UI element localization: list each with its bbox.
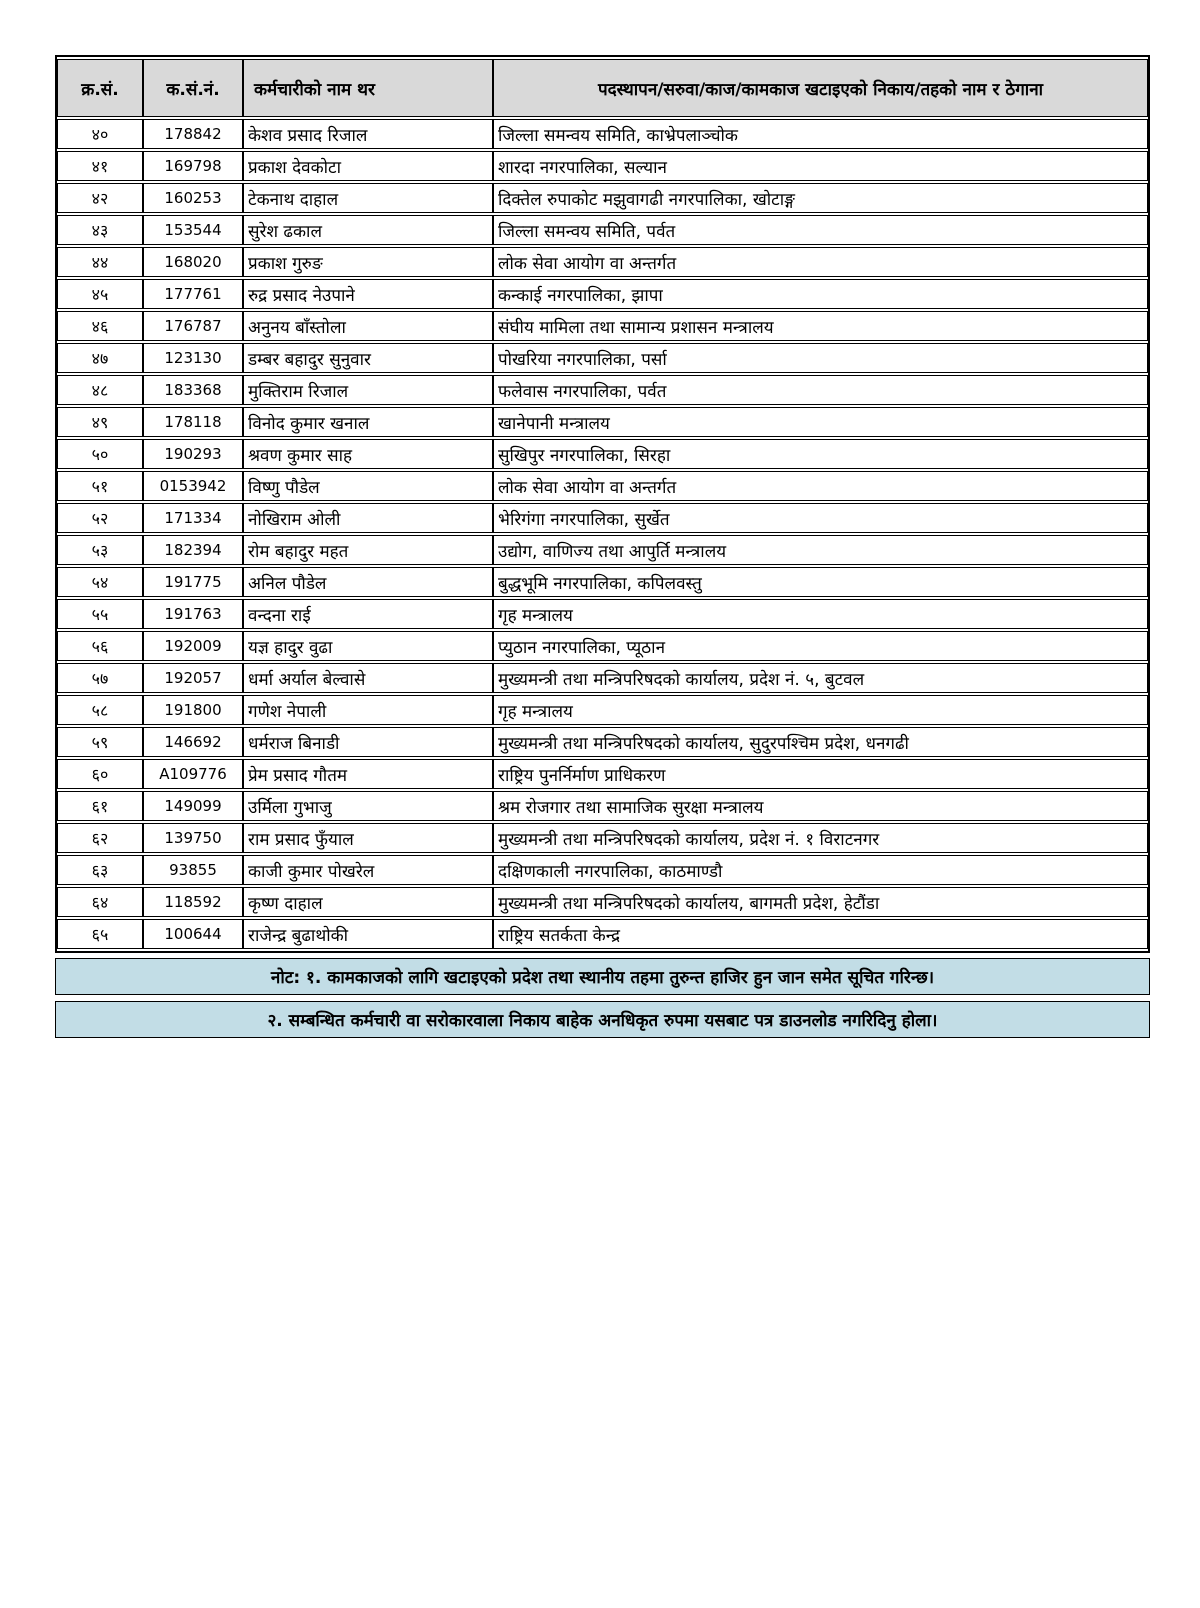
table-row [57, 759, 1148, 789]
cell-serial-number: ४३ [57, 215, 143, 245]
cell-employee-number: 93855 [143, 855, 243, 885]
cell-office-name: जिल्ला समन्वय समिति, काभ्रेपलाञ्चोक [493, 119, 1148, 149]
cell-employee-number: 149099 [143, 791, 243, 821]
cell-serial-number: ५६ [57, 631, 143, 661]
table-row [57, 439, 1148, 469]
cell-office-name: खानेपानी मन्त्रालय [493, 407, 1148, 437]
cell-serial-number: ५३ [57, 535, 143, 565]
table-row [57, 215, 1148, 245]
cell-employee-number: 171334 [143, 503, 243, 533]
table-row [57, 567, 1148, 597]
cell-employee-name: विष्णु पौडेल [243, 471, 493, 501]
cell-employee-name: श्रवण कुमार साह [243, 439, 493, 469]
cell-office-name: लोक सेवा आयोग वा अन्तर्गत [493, 471, 1148, 501]
cell-employee-name: मुक्तिराम रिजाल [243, 375, 493, 405]
table-row [57, 311, 1148, 341]
cell-employee-name: राम प्रसाद फुँयाल [243, 823, 493, 853]
cell-serial-number: ५८ [57, 695, 143, 725]
cell-office-name: मुख्यमन्त्री तथा मन्त्रिपरिषदको कार्यालय, बागमती प्रदेश, हेटौंडा [493, 887, 1148, 917]
cell-office-name: मुख्यमन्त्री तथा मन्त्रिपरिषदको कार्यालय, प्रदेश नं. ५, बुटवल [493, 663, 1148, 693]
table-row [57, 343, 1148, 373]
cell-employee-name: धर्मराज बिनाडी [243, 727, 493, 757]
cell-serial-number: ५१ [57, 471, 143, 501]
cell-serial-number: ५५ [57, 599, 143, 629]
cell-employee-number: 123130 [143, 343, 243, 373]
cell-serial-number: ४८ [57, 375, 143, 405]
cell-office-name: संघीय मामिला तथा सामान्य प्रशासन मन्त्रालय [493, 311, 1148, 341]
cell-office-name: मुख्यमन्त्री तथा मन्त्रिपरिषदको कार्यालय, सुदुरपश्चिम प्रदेश, धनगढी [493, 727, 1148, 757]
cell-employee-name: टेकनाथ दाहाल [243, 183, 493, 213]
cell-employee-name: गणेश नेपाली [243, 695, 493, 725]
cell-employee-name: यज्ञ हादुर वुढा [243, 631, 493, 661]
cell-serial-number: ४० [57, 119, 143, 149]
cell-office-name: भेरिगंगा नगरपालिका, सुर्खेत [493, 503, 1148, 533]
header-office-name: पदस्थापन/सरुवा/काज/कामकाज खटाइएको निकाय/तहको नाम र ठेगाना [493, 59, 1148, 117]
cell-employee-number: 169798 [143, 151, 243, 181]
cell-office-name: सुखिपुर नगरपालिका, सिरहा [493, 439, 1148, 469]
employee-roster-table [55, 55, 1150, 953]
cell-employee-number: A109776 [143, 759, 243, 789]
cell-serial-number: ५९ [57, 727, 143, 757]
cell-serial-number: ५७ [57, 663, 143, 693]
cell-office-name: फलेवास नगरपालिका, पर्वत [493, 375, 1148, 405]
cell-serial-number: ६१ [57, 791, 143, 821]
cell-employee-number: 182394 [143, 535, 243, 565]
cell-office-name: दक्षिणकाली नगरपालिका, काठमाण्डौ [493, 855, 1148, 885]
cell-office-name: कन्काई नगरपालिका, झापा [493, 279, 1148, 309]
cell-employee-number: 178118 [143, 407, 243, 437]
cell-office-name: राष्ट्रिय सतर्कता केन्द्र [493, 919, 1148, 949]
cell-office-name: बुद्धभूमि नगरपालिका, कपिलवस्तु [493, 567, 1148, 597]
cell-serial-number: ४१ [57, 151, 143, 181]
cell-employee-number: 191775 [143, 567, 243, 597]
table-row [57, 247, 1148, 277]
cell-employee-name: डम्बर बहादुर सुनुवार [243, 343, 493, 373]
cell-employee-name: नोखिराम ओली [243, 503, 493, 533]
cell-employee-number: 146692 [143, 727, 243, 757]
header-serial-number: क्र.सं. [57, 59, 143, 117]
header-employee-number: क.सं.नं. [143, 59, 243, 117]
table-row [57, 407, 1148, 437]
table-row [57, 503, 1148, 533]
cell-office-name: जिल्ला समन्वय समिति, पर्वत [493, 215, 1148, 245]
cell-employee-name: प्रेम प्रसाद गौतम [243, 759, 493, 789]
cell-employee-name: केशव प्रसाद रिजाल [243, 119, 493, 149]
cell-serial-number: ४४ [57, 247, 143, 277]
document-page [0, 55, 1200, 1608]
cell-office-name: शारदा नगरपालिका, सल्यान [493, 151, 1148, 181]
cell-employee-name: रोम बहादुर महत [243, 535, 493, 565]
cell-office-name: प्युठान नगरपालिका, प्यूठान [493, 631, 1148, 661]
cell-serial-number: ४२ [57, 183, 143, 213]
cell-employee-number: 177761 [143, 279, 243, 309]
cell-employee-name: रुद्र प्रसाद नेउपाने [243, 279, 493, 309]
table-row [57, 855, 1148, 885]
cell-office-name: गृह मन्त्रालय [493, 599, 1148, 629]
cell-employee-number: 0153942 [143, 471, 243, 501]
cell-employee-name: कृष्ण दाहाल [243, 887, 493, 917]
cell-employee-number: 192057 [143, 663, 243, 693]
table-row [57, 375, 1148, 405]
table-row [57, 535, 1148, 565]
table-row [57, 471, 1148, 501]
table-header-row [57, 59, 1148, 117]
cell-employee-name: प्रकाश गुरुङ [243, 247, 493, 277]
cell-employee-name: सुरेश ढकाल [243, 215, 493, 245]
cell-employee-number: 192009 [143, 631, 243, 661]
table-body [57, 119, 1148, 949]
cell-office-name: उद्योग, वाणिज्य तथा आपुर्ति मन्त्रालय [493, 535, 1148, 565]
cell-office-name: श्रम रोजगार तथा सामाजिक सुरक्षा मन्त्रालय [493, 791, 1148, 821]
cell-serial-number: ५४ [57, 567, 143, 597]
cell-employee-number: 183368 [143, 375, 243, 405]
table-row [57, 695, 1148, 725]
cell-employee-number: 191800 [143, 695, 243, 725]
table-row [57, 279, 1148, 309]
cell-employee-name: धर्मा अर्याल बेल्वासे [243, 663, 493, 693]
cell-serial-number: ६२ [57, 823, 143, 853]
cell-employee-number: 118592 [143, 887, 243, 917]
cell-office-name: पोखरिया नगरपालिका, पर्सा [493, 343, 1148, 373]
cell-employee-number: 190293 [143, 439, 243, 469]
cell-office-name: लोक सेवा आयोग वा अन्तर्गत [493, 247, 1148, 277]
table-row [57, 791, 1148, 821]
cell-office-name: राष्ट्रिय पुनर्निर्माण प्राधिकरण [493, 759, 1148, 789]
cell-employee-name: प्रकाश देवकोटा [243, 151, 493, 181]
note-1: नोट: १. कामकाजको लागि खटाइएको प्रदेश तथा स्थानीय तहमा तुरुन्त हाजिर हुन जान समेत सूचित गरिन्छ। [55, 958, 1150, 995]
table-row [57, 919, 1148, 949]
cell-employee-name: अनुनय बाँस्तोला [243, 311, 493, 341]
cell-employee-number: 178842 [143, 119, 243, 149]
cell-employee-number: 191763 [143, 599, 243, 629]
cell-office-name: मुख्यमन्त्री तथा मन्त्रिपरिषदको कार्यालय, प्रदेश नं. १ विराटनगर [493, 823, 1148, 853]
cell-serial-number: ६३ [57, 855, 143, 885]
cell-office-name: गृह मन्त्रालय [493, 695, 1148, 725]
table-row [57, 183, 1148, 213]
cell-serial-number: ६० [57, 759, 143, 789]
table-row [57, 823, 1148, 853]
cell-serial-number: ४५ [57, 279, 143, 309]
note-2: २. सम्बन्धित कर्मचारी वा सरोकारवाला निकाय बाहेक अनधिकृत रुपमा यसबाट पत्र डाउनलोड नगरिदिनु होला। [55, 1001, 1150, 1038]
cell-employee-number: 139750 [143, 823, 243, 853]
cell-serial-number: ४९ [57, 407, 143, 437]
table-row [57, 119, 1148, 149]
cell-employee-name: राजेन्द्र बुढाथोकी [243, 919, 493, 949]
table-row [57, 631, 1148, 661]
table-row [57, 887, 1148, 917]
cell-employee-number: 160253 [143, 183, 243, 213]
cell-employee-name: उर्मिला गुभाजु [243, 791, 493, 821]
cell-employee-number: 100644 [143, 919, 243, 949]
header-employee-name: कर्मचारीको नाम थर [243, 59, 493, 117]
table-row [57, 151, 1148, 181]
cell-employee-number: 153544 [143, 215, 243, 245]
cell-employee-name: अनिल पौडेल [243, 567, 493, 597]
cell-employee-number: 176787 [143, 311, 243, 341]
cell-serial-number: ५० [57, 439, 143, 469]
cell-serial-number: ४६ [57, 311, 143, 341]
cell-employee-name: काजी कुमार पोखरेल [243, 855, 493, 885]
cell-serial-number: ५२ [57, 503, 143, 533]
cell-serial-number: ४७ [57, 343, 143, 373]
table-row [57, 663, 1148, 693]
cell-employee-number: 168020 [143, 247, 243, 277]
table-row [57, 727, 1148, 757]
cell-serial-number: ६४ [57, 887, 143, 917]
cell-employee-name: विनोद कुमार खनाल [243, 407, 493, 437]
cell-office-name: दिक्तेल रुपाकोट मझुवागढी नगरपालिका, खोटाङ्ग [493, 183, 1148, 213]
cell-employee-name: वन्दना राई [243, 599, 493, 629]
cell-serial-number: ६५ [57, 919, 143, 949]
table-row [57, 599, 1148, 629]
